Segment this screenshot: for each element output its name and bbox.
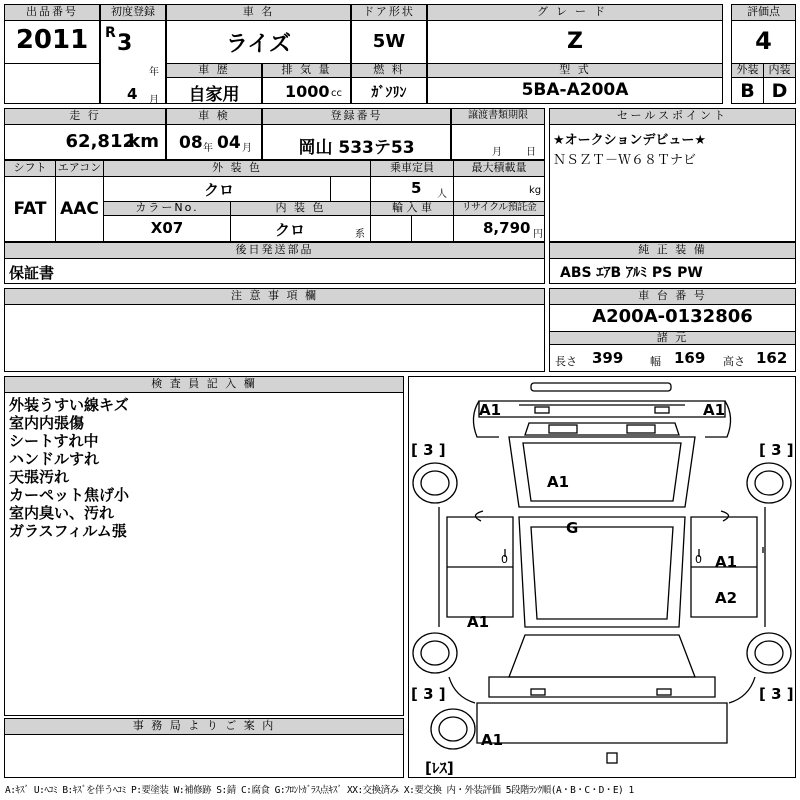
- damage-mark: A1: [481, 731, 504, 749]
- shift-label: シフト: [5, 161, 55, 177]
- grade-box: [427, 4, 723, 64]
- lot-number-value: 2011: [15, 25, 89, 55]
- mileage-unit: km: [128, 131, 159, 152]
- zero-mark: 0: [695, 553, 702, 566]
- transfer-box: [451, 108, 545, 160]
- inspector-line: 外装うすい線キズ: [9, 396, 129, 414]
- width-value: 169: [674, 349, 706, 367]
- tire-mark: [ 3 ]: [759, 441, 794, 459]
- reg-year-value: 3: [117, 31, 133, 56]
- car-diagram: [409, 377, 795, 777]
- recycle-label: リサイクル預託金: [454, 202, 544, 216]
- transfer-month-unit: 月: [492, 147, 502, 158]
- ac-value: AAC: [60, 199, 99, 219]
- history-box: [166, 63, 262, 104]
- inspection-year-unit: 年: [203, 143, 213, 154]
- displacement-box: [262, 63, 351, 104]
- door-label: ドア形状: [352, 5, 426, 21]
- transfer-label: 譲渡書類期限: [452, 109, 544, 125]
- genuine-equipment-box: [549, 242, 796, 284]
- exterior-grade-box: [731, 63, 764, 104]
- later-parts-box: [4, 242, 545, 284]
- length-label: 長さ: [555, 355, 577, 368]
- transfer-day-unit: 日: [526, 147, 536, 158]
- interior-grade-value: D: [771, 80, 788, 102]
- score-value: 4: [755, 27, 772, 55]
- max-load-label: 最大積載量: [454, 161, 544, 177]
- interior-grade-label: 内装: [764, 64, 795, 78]
- recycle-unit: 円: [533, 229, 543, 240]
- plate-box: [262, 108, 451, 160]
- damage-mark: A1: [703, 401, 726, 419]
- model-label: 型 式: [428, 64, 722, 78]
- damage-mark: G: [566, 519, 579, 537]
- color-no-value: X07: [150, 219, 184, 237]
- displacement-unit: cc: [331, 88, 342, 99]
- lot-number-label: 出品番号: [5, 5, 99, 21]
- first-registration-box: [100, 4, 166, 104]
- office-label: 事 務 局 よ り ご 案 内: [5, 719, 403, 735]
- shift-value: FAT: [13, 199, 47, 219]
- score-label: 評価点: [732, 5, 795, 21]
- inspector-line: 室内臭い、汚れ: [9, 504, 115, 522]
- capacity-value: 5: [411, 179, 422, 197]
- lot-number-box: [4, 4, 100, 104]
- interior-grade-box: [763, 63, 796, 104]
- specs-label: 諸 元: [550, 331, 795, 345]
- damage-mark: A1: [715, 553, 738, 571]
- spec-grid: [4, 160, 545, 242]
- interior-color-label: 内 装 色: [231, 202, 370, 216]
- mileage-box: [4, 108, 166, 160]
- score-box: [731, 4, 796, 64]
- tire-mark: [ 3 ]: [759, 685, 794, 703]
- door-box: [351, 4, 427, 64]
- plate-value: 岡山 533テ53: [298, 138, 415, 158]
- ac-label: エアコン: [56, 161, 103, 177]
- sales-point-line: ＮＳＺＴ－Ｗ６８Ｔナビ: [553, 153, 697, 168]
- capacity-label: 乗車定員: [371, 161, 453, 177]
- damage-mark: A1: [467, 613, 490, 631]
- later-parts-value: 保証書: [9, 264, 55, 282]
- reg-year-unit: 年: [149, 67, 159, 78]
- chassis-box: [549, 288, 796, 372]
- fuel-label: 燃 料: [352, 64, 426, 78]
- grade-label: グレード: [428, 5, 722, 21]
- capacity-unit: 人: [437, 189, 447, 200]
- reg-month-value: 4: [127, 85, 138, 103]
- car-name-label: 車 名: [167, 5, 350, 21]
- tire-mark: [ 3 ]: [411, 685, 446, 703]
- inspector-line: シートすれ中: [9, 432, 99, 450]
- inspector-line: ハンドルすれ: [9, 450, 100, 468]
- door-value: 5W: [372, 31, 406, 52]
- model-box: [427, 63, 723, 104]
- inspector-line: ガラスフィルム張: [9, 522, 127, 540]
- displacement-label: 排 気 量: [263, 64, 350, 78]
- recycle-value: 8,790: [483, 219, 531, 237]
- height-value: 162: [756, 349, 788, 367]
- car-name-value: ライズ: [225, 32, 292, 57]
- plate-label: 登録番号: [263, 109, 450, 125]
- history-label: 車 歴: [167, 64, 261, 78]
- import-label: 輸 入 車: [371, 202, 453, 216]
- chassis-label: 車 台 番 号: [550, 289, 795, 305]
- model-value: 5BA-A200A: [521, 80, 629, 100]
- genuine-equipment-label: 純 正 装 備: [550, 243, 795, 259]
- damage-mark: A1: [479, 401, 502, 419]
- fuel-box: [351, 63, 427, 104]
- inspector-line: 室内内張傷: [9, 414, 85, 432]
- height-label: 高さ: [723, 355, 745, 368]
- fuel-value: ｶﾞｿﾘﾝ: [371, 85, 407, 101]
- length-value: 399: [592, 349, 624, 367]
- sales-point-line: ★オークションデビュー★: [553, 133, 707, 148]
- tire-mark: [ 3 ]: [411, 441, 446, 459]
- exterior-grade-label: 外装: [732, 64, 763, 78]
- mileage-label: 走 行: [5, 109, 165, 125]
- color-no-label: カラーNo.: [104, 202, 230, 216]
- sales-point-box: [549, 108, 796, 242]
- mileage-value: 62,812: [65, 131, 135, 152]
- inspection-month: 04: [217, 133, 241, 153]
- zero-mark: 0: [501, 553, 508, 566]
- inspector-box: [4, 376, 404, 716]
- inspection-label: 車 検: [167, 109, 261, 125]
- notes-label: 注 意 事 項 欄: [5, 289, 544, 305]
- displacement-value: 1000: [285, 82, 330, 101]
- damage-diagram-box: [408, 376, 796, 778]
- max-load-unit: kg: [529, 185, 542, 196]
- era-value: R: [105, 25, 116, 41]
- first-registration-label: 初度登録: [101, 5, 165, 21]
- office-box: [4, 718, 404, 778]
- inspection-year: 08: [179, 133, 203, 153]
- legend-text: A:ｷｽﾞ U:ﾍｺﾐ B:ｷｽﾞを伴うﾍｺﾐ P:要塗装 W:補修跡 S:錆 C:腐食 G:ﾌﾛﾝﾄｶﾞﾗｽ点ｷｽﾞ XX:交換済み X:要交換 内・外装評価 5段階ﾗﾝｸ順(A・B・C・D・E) 1: [5, 785, 634, 796]
- inspector-line: カーペット焦げ小: [9, 486, 130, 504]
- damage-mark: A1: [547, 473, 570, 491]
- inspector-line: 天張汚れ: [9, 468, 70, 486]
- spare-tire-mark: [ﾚｽ]: [425, 759, 454, 777]
- interior-color-value: クロ: [274, 221, 305, 239]
- later-parts-label: 後日発送部品: [5, 243, 544, 259]
- notes-box: [4, 288, 545, 372]
- sales-point-label: セールスポイント: [550, 109, 795, 125]
- chassis-value: A200A-0132806: [592, 306, 753, 327]
- exterior-grade-value: B: [740, 80, 755, 102]
- inspector-label: 検 査 員 記 入 欄: [5, 377, 403, 393]
- damage-mark: A2: [715, 589, 738, 607]
- inspection-month-unit: 月: [242, 143, 252, 154]
- inspection-box: [166, 108, 262, 160]
- width-label: 幅: [650, 355, 661, 368]
- exterior-color-value: クロ: [203, 181, 234, 199]
- grade-value: Z: [567, 29, 583, 54]
- genuine-equipment-value: ABS ｴｱB ｱﾙﾐ PS PW: [560, 265, 703, 281]
- history-value: 自家用: [188, 85, 240, 105]
- interior-color-unit: 系: [355, 229, 365, 240]
- reg-month-unit: 月: [149, 95, 159, 106]
- car-name-box: [166, 4, 351, 64]
- exterior-color-label: 外 装 色: [104, 161, 370, 177]
